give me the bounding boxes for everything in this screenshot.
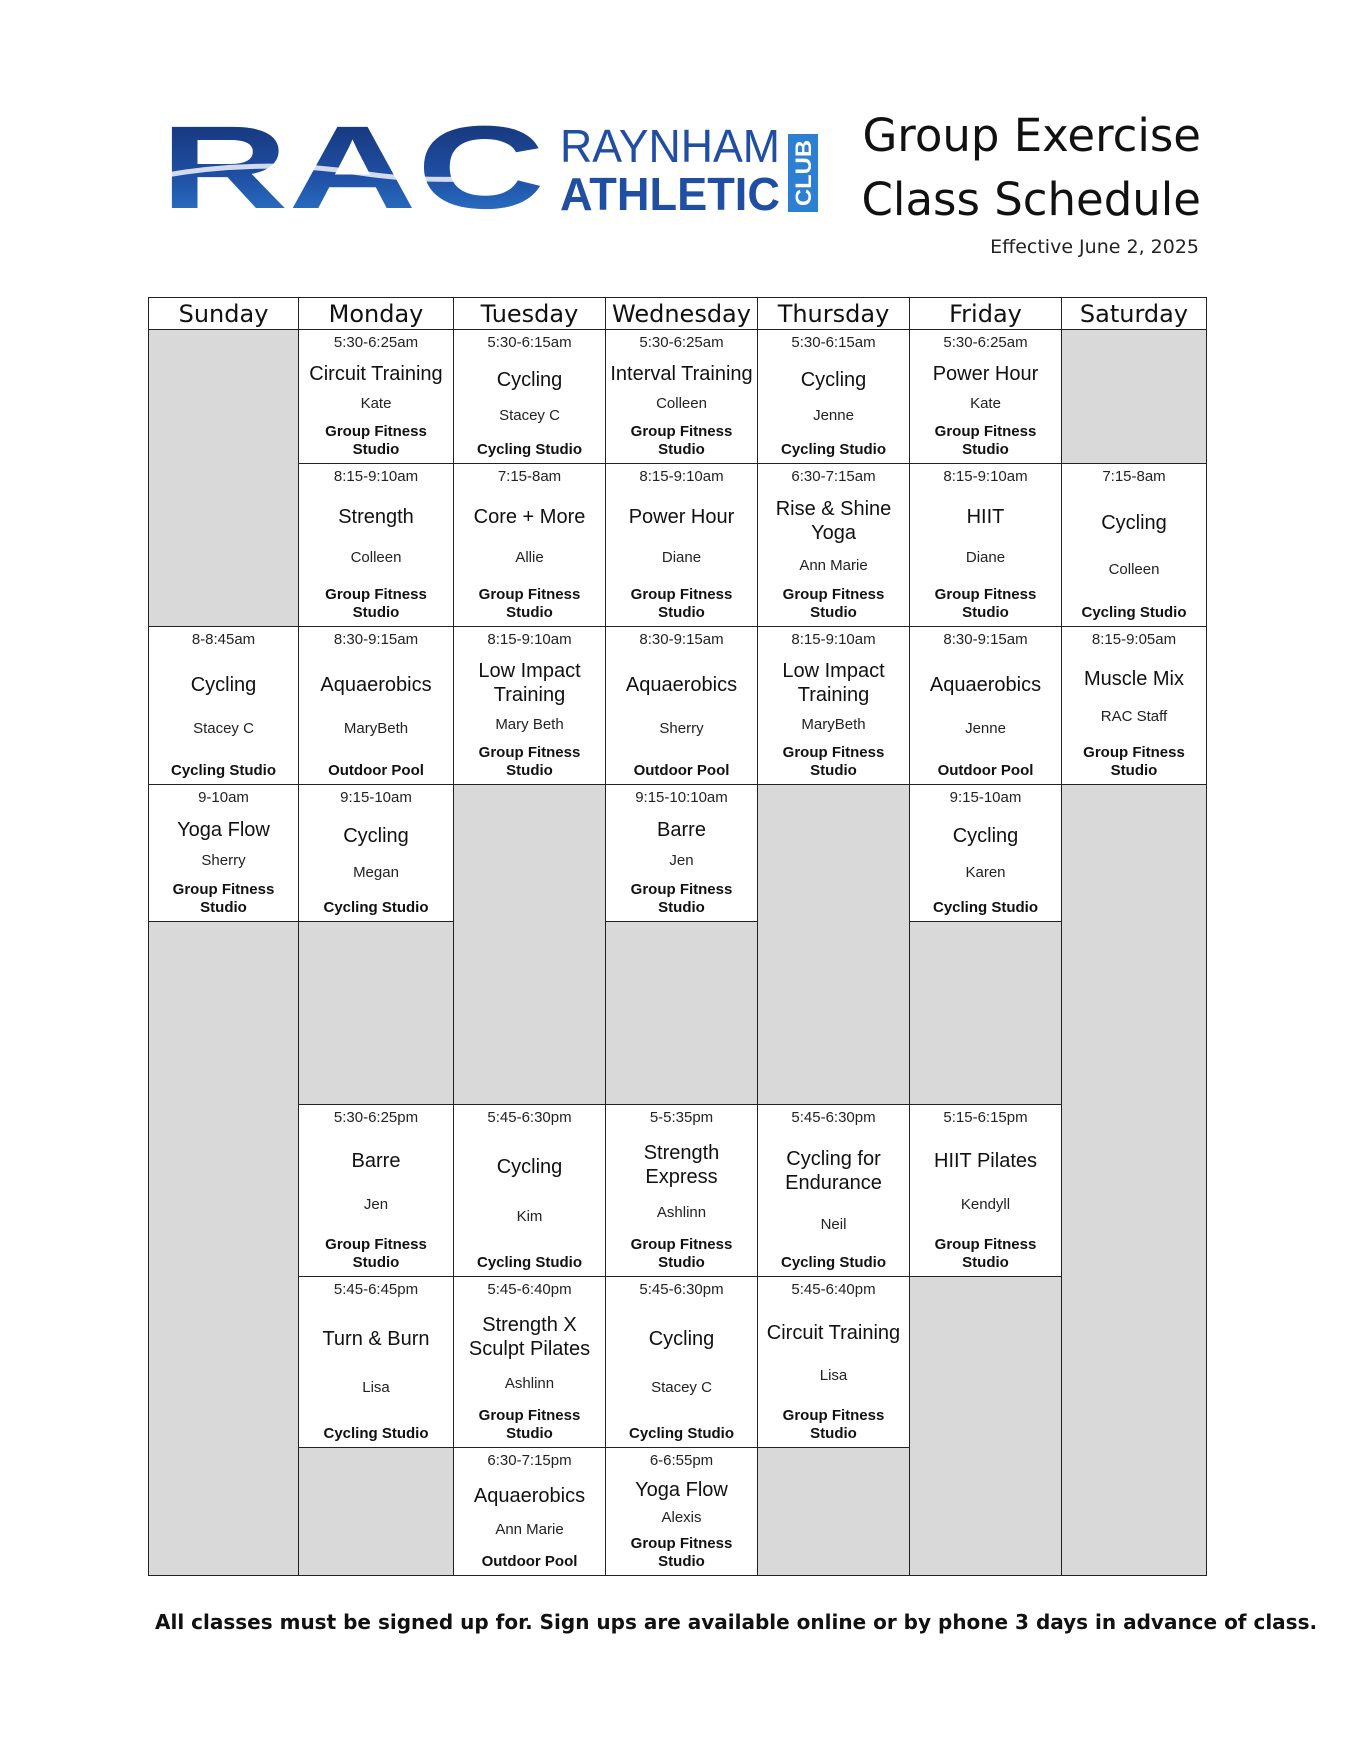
empty-slot [757,784,910,1105]
class-name: HIIT [966,506,1005,529]
empty-slot [1061,329,1207,464]
class-name: Cycling for Endurance [785,1148,882,1195]
class-time: 6-6:55pm [649,1452,714,1469]
class-slot [298,1104,454,1277]
class-name: Muscle Mix [1083,667,1184,690]
class-time: 5:45-6:40pm [487,1281,572,1298]
page-title [862,104,1201,232]
class-instructor: Mary Beth [495,716,564,734]
class-location: Cycling Studio [933,898,1038,916]
class-slot [605,626,758,785]
class-instructor: Jen [363,1195,389,1213]
class-location: Cycling Studio [323,1425,429,1442]
class-time: 5-5:35pm [649,1109,714,1126]
class-slot [298,1276,454,1448]
class-time: 5:45-6:40pm [791,1281,876,1298]
day-header-thursday: Thursday [757,297,910,330]
class-location: Outdoor Pool [328,761,424,779]
class-time: 7:15-8am [1102,468,1166,485]
class-slot [605,1276,758,1448]
class-slot [605,329,758,464]
class-instructor: Neil [820,1215,847,1233]
class-name: Strength [338,506,414,529]
class-time: 5:15-6:15pm [943,1109,1028,1126]
class-slot [453,463,606,627]
class-instructor: Stacey C [499,407,560,425]
class-instructor: Karen [965,864,1006,882]
class-instructor: Megan [353,864,399,882]
class-location: Group Fitness Studio [934,585,1037,621]
class-location: Group Fitness Studio [782,1407,885,1442]
class-time: 8:15-9:10am [639,468,724,485]
empty-slot [605,921,758,1105]
class-slot [605,1447,758,1576]
class-location: Cycling Studio [781,1253,886,1271]
class-location: Group Fitness Studio [172,880,275,916]
class-time: 8-8:45am [191,631,256,648]
class-location: Group Fitness Studio [478,743,581,779]
class-name: Barre [351,1150,401,1173]
class-time: 8:15-9:05am [1091,631,1177,648]
class-slot [757,329,910,464]
effective-date: Effective June 2, 2025 [990,236,1199,258]
class-name: Cycling [496,368,563,391]
class-location: Group Fitness Studio [630,1534,733,1570]
title-line-1: Group Exercise [862,109,1201,162]
class-name: Aquaerobics [473,1484,586,1507]
class-instructor: Stacey C [651,1379,712,1396]
class-slot [1061,463,1207,627]
class-name: Yoga Flow [635,1478,728,1501]
class-location: Group Fitness Studio [782,743,885,779]
class-name: Yoga Flow [177,818,270,841]
class-location: Group Fitness Studio [630,880,733,916]
class-slot [757,463,910,627]
class-instructor: Diane [965,548,1006,566]
class-instructor: Jen [669,852,694,870]
class-slot [453,1276,606,1448]
class-slot [605,463,758,627]
empty-slot [453,784,606,1105]
class-location: Cycling Studio [477,1253,582,1271]
empty-slot [1061,784,1207,1576]
class-location: Cycling Studio [477,440,582,458]
class-location: Group Fitness Studio [630,422,733,458]
class-name: Interval Training [610,362,753,385]
class-instructor: MaryBeth [343,720,409,738]
class-time: 8:15-9:10am [943,468,1028,485]
class-name: Power Hour [628,506,735,529]
class-location: Group Fitness Studio [630,1235,733,1271]
empty-slot [909,921,1062,1105]
day-header-tuesday: Tuesday [453,297,606,330]
class-slot [298,626,454,785]
class-time: 5:45-6:30pm [487,1109,572,1126]
class-slot [1061,626,1207,785]
class-time: 5:30-6:25am [639,334,724,351]
class-name: Cycling [952,824,1019,847]
logo-line1: RAYNHAM [560,120,780,172]
class-instructor: Ann Marie [799,556,868,574]
day-header-friday: Friday [909,297,1062,330]
empty-slot [148,329,299,627]
class-slot [909,463,1062,627]
day-header-wednesday: Wednesday [605,297,758,330]
class-location: Cycling Studio [1081,603,1187,621]
class-instructor: Lisa [819,1367,848,1384]
class-location: Outdoor Pool [481,1552,578,1570]
class-instructor: Colleen [656,395,707,413]
class-name: Cycling [800,368,867,391]
class-name: Circuit Training [766,1322,901,1344]
class-location: Cycling Studio [629,1425,734,1442]
class-instructor: Kate [970,395,1001,413]
day-header-monday: Monday [298,297,454,330]
class-time: 9:15-10am [949,789,1022,806]
class-time: 8:30-9:15am [943,631,1028,648]
class-slot [453,1104,606,1277]
empty-slot [909,1276,1062,1576]
class-slot [909,329,1062,464]
class-location: Cycling Studio [781,440,886,458]
class-name: Barre [657,818,706,841]
class-location: Group Fitness Studio [934,422,1037,458]
class-name: Cycling [496,1156,563,1179]
class-slot [298,784,454,922]
class-location: Outdoor Pool [633,761,730,779]
class-time: 6:30-7:15pm [487,1452,572,1469]
class-location: Cycling Studio [323,898,429,916]
class-slot [148,626,299,785]
class-instructor: Sherry [659,720,704,738]
class-instructor: Stacey C [193,720,254,738]
class-slot [453,1447,606,1576]
class-name: Cycling [190,673,257,696]
class-location: Outdoor Pool [937,761,1034,779]
class-instructor: Colleen [350,548,402,566]
class-name: Cycling [1101,512,1167,535]
class-time: 8:15-9:10am [791,631,876,648]
logo-line2: ATHLETIC [560,168,780,218]
class-instructor: MaryBeth [801,716,866,734]
class-location: Group Fitness Studio [934,1235,1037,1271]
class-name: Aquaerobics [625,673,738,696]
class-slot [605,1104,758,1277]
class-time: 5:30-6:25am [333,334,419,351]
class-name: Turn & Burn [322,1328,430,1350]
class-time: 5:30-6:15am [791,334,876,351]
class-name: Cycling [343,824,409,847]
class-time: 5:30-6:15am [487,334,572,351]
rac-logo [160,118,840,218]
class-location: Group Fitness Studio [630,585,733,621]
class-time: 9:15-10am [340,789,412,806]
day-header-sunday: Sunday [148,297,299,330]
empty-slot [148,921,299,1576]
class-slot [148,784,299,922]
class-instructor: Allie [515,548,544,566]
class-slot [298,329,454,464]
class-location: Group Fitness Studio [478,585,581,621]
class-name: Low Impact Training [478,659,581,706]
class-location: Group Fitness Studio [478,1407,581,1442]
class-slot [757,1104,910,1277]
empty-slot [298,1447,454,1576]
class-instructor: Ann Marie [495,1521,564,1539]
class-name: Cycling [648,1328,715,1350]
class-name: Rise & Shine Yoga [775,498,892,545]
class-time: 5:30-6:25pm [333,1109,419,1126]
class-instructor: Sherry [201,852,246,870]
class-slot [757,626,910,785]
class-slot [909,784,1062,922]
class-time: 5:30-6:25am [943,334,1028,351]
class-time: 7:15-8am [497,468,562,485]
schedule-grid [148,297,1206,1576]
class-instructor: Lisa [362,1379,390,1396]
class-instructor: Jenne [813,407,854,425]
class-slot [298,463,454,627]
empty-slot [298,921,454,1105]
class-instructor: Ashlinn [656,1203,707,1221]
class-instructor: RAC Staff [1100,708,1168,726]
class-location: Group Fitness Studio [325,585,427,621]
class-slot [453,626,606,785]
class-name: Low Impact Training [782,659,885,706]
class-time: 8:15-9:10am [487,631,572,648]
class-slot [909,626,1062,785]
class-time: 8:30-9:15am [333,631,419,648]
day-header-saturday: Saturday [1061,297,1207,330]
class-name: Strength X Sculpt Pilates [468,1314,591,1360]
class-instructor: Diane [661,548,702,566]
logo-mark: RAC [160,118,545,218]
class-time: 9:15-10:10am [635,789,728,806]
class-time: 5:45-6:30pm [791,1109,876,1126]
class-time: 8:30-9:15am [639,631,724,648]
class-slot [453,329,606,464]
class-location: Group Fitness Studio [782,585,885,621]
class-name: HIIT Pilates [934,1150,1037,1173]
class-location: Group Fitness Studio [1083,743,1185,779]
title-line-2: Class Schedule [861,173,1201,226]
class-instructor: Jenne [965,720,1006,738]
class-instructor: Colleen [1108,560,1160,578]
class-location: Group Fitness Studio [325,422,427,458]
class-time: 6:30-7:15am [791,468,876,485]
class-time: 5:45-6:45pm [333,1281,419,1298]
logo-club: CLUB [791,144,816,206]
class-location: Group Fitness Studio [325,1235,427,1271]
class-instructor: Ashlinn [504,1375,555,1392]
class-instructor: Alexis [661,1509,702,1527]
class-slot [757,1276,910,1448]
empty-slot [757,1447,910,1576]
class-time: 8:15-9:10am [333,468,419,485]
class-name: Circuit Training [309,362,443,385]
class-name: Core + More [473,506,586,529]
class-instructor: Kendyll [960,1195,1011,1213]
class-name: Power Hour [932,362,1039,385]
class-time: 5:45-6:30pm [639,1281,724,1298]
class-slot [605,784,758,922]
class-instructor: Kim [516,1207,543,1225]
class-name: Aquaerobics [929,673,1042,696]
class-slot [909,1104,1062,1277]
footer-note: All classes must be signed up for. Sign ups are available online or by phone 3 days in advance of class. [155,1610,1318,1634]
class-location: Cycling Studio [171,761,276,779]
class-time: 9-10am [198,789,249,806]
class-instructor: Kate [360,395,392,413]
class-name: Strength Express [643,1142,720,1189]
class-name: Aquaerobics [320,673,432,696]
